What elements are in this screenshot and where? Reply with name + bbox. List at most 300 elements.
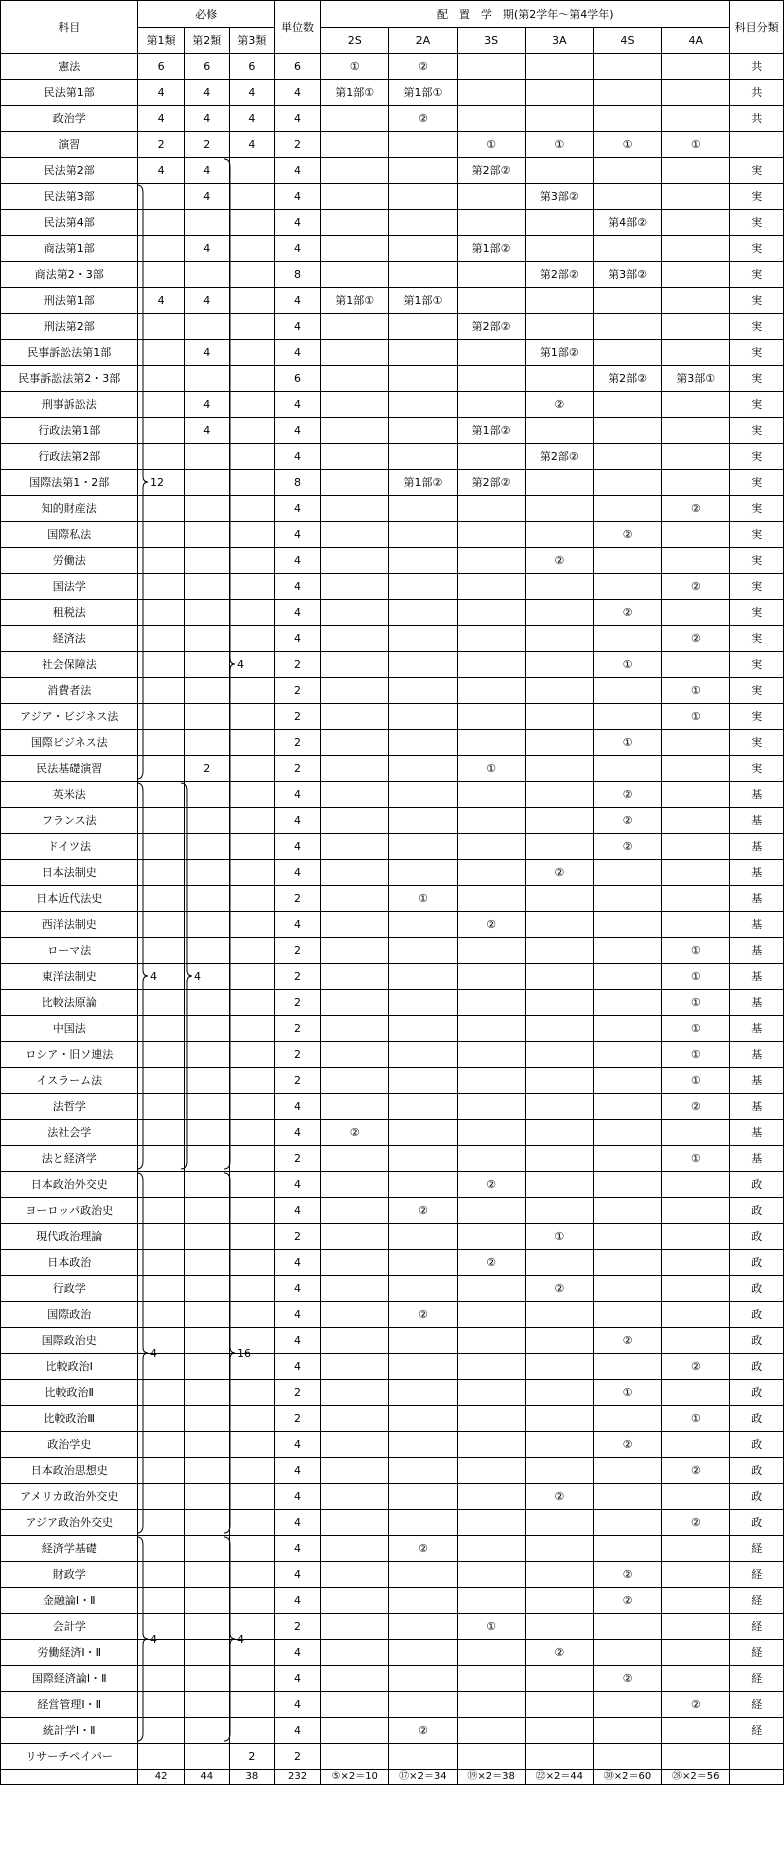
term-cell bbox=[525, 1146, 593, 1172]
term-cell bbox=[457, 1692, 525, 1718]
term-cell bbox=[389, 184, 457, 210]
term-cell bbox=[525, 678, 593, 704]
term-cell bbox=[593, 418, 661, 444]
required-type2 bbox=[184, 470, 229, 496]
term-cell: ① bbox=[662, 964, 730, 990]
table-row bbox=[1, 1432, 784, 1458]
term-cell bbox=[457, 990, 525, 1016]
units: 4 bbox=[274, 418, 320, 444]
term-cell bbox=[593, 704, 661, 730]
subject-name: 社会保障法 bbox=[1, 652, 138, 678]
required-type1 bbox=[138, 1042, 184, 1068]
required-type3 bbox=[229, 366, 274, 392]
term-cell bbox=[321, 1328, 389, 1354]
table-row bbox=[1, 184, 784, 210]
units: 2 bbox=[274, 1380, 320, 1406]
term-cell bbox=[593, 184, 661, 210]
term-cell bbox=[457, 366, 525, 392]
term-cell bbox=[389, 1276, 457, 1302]
category: 政 bbox=[730, 1302, 784, 1328]
subject-name: 行政法第2部 bbox=[1, 444, 138, 470]
subject-name: ローマ法 bbox=[1, 938, 138, 964]
required-type1 bbox=[138, 938, 184, 964]
subject-name: 民法第2部 bbox=[1, 158, 138, 184]
units: 2 bbox=[274, 704, 320, 730]
required-type2 bbox=[184, 834, 229, 860]
required-type2 bbox=[184, 548, 229, 574]
required-type3 bbox=[229, 1614, 274, 1640]
term-cell bbox=[525, 54, 593, 80]
term-cell bbox=[525, 522, 593, 548]
term-cell bbox=[525, 1588, 593, 1614]
table-row bbox=[1, 106, 784, 132]
required-type1 bbox=[138, 990, 184, 1016]
term-cell bbox=[389, 808, 457, 834]
term-cell bbox=[662, 730, 730, 756]
term-cell bbox=[662, 1744, 730, 1770]
term-cell bbox=[525, 808, 593, 834]
required-type1 bbox=[138, 1510, 184, 1536]
required-type3 bbox=[229, 704, 274, 730]
table-row bbox=[1, 1198, 784, 1224]
category bbox=[730, 132, 784, 158]
term-cell bbox=[662, 1484, 730, 1510]
category: 基 bbox=[730, 1068, 784, 1094]
required-type3 bbox=[229, 262, 274, 288]
term-cell bbox=[389, 1432, 457, 1458]
required-type2 bbox=[184, 652, 229, 678]
term-cell bbox=[457, 626, 525, 652]
category: 政 bbox=[730, 1380, 784, 1406]
table-row bbox=[1, 1718, 784, 1744]
table-row bbox=[1, 470, 784, 496]
required-type1: 4 bbox=[138, 158, 184, 184]
term-cell bbox=[389, 1614, 457, 1640]
required-type2 bbox=[184, 600, 229, 626]
subject-name: ロシア・旧ソ連法 bbox=[1, 1042, 138, 1068]
required-type1 bbox=[138, 1276, 184, 1302]
term-cell bbox=[593, 470, 661, 496]
term-cell bbox=[525, 912, 593, 938]
required-type2: 4 bbox=[184, 184, 229, 210]
term-cell bbox=[457, 730, 525, 756]
category: 実 bbox=[730, 210, 784, 236]
required-type3: 4 bbox=[229, 106, 274, 132]
term-cell bbox=[662, 314, 730, 340]
category: 経 bbox=[730, 1562, 784, 1588]
required-type2 bbox=[184, 1666, 229, 1692]
required-type3 bbox=[229, 1718, 274, 1744]
subject-name: 法と経済学 bbox=[1, 1146, 138, 1172]
term-cell bbox=[389, 522, 457, 548]
term-cell bbox=[321, 1172, 389, 1198]
term-cell bbox=[525, 756, 593, 782]
term-cell bbox=[662, 1198, 730, 1224]
term-cell: ② bbox=[662, 1692, 730, 1718]
term-cell: ① bbox=[662, 1146, 730, 1172]
required-type3 bbox=[229, 1042, 274, 1068]
term-cell bbox=[389, 1146, 457, 1172]
term-cell bbox=[525, 626, 593, 652]
term-cell bbox=[525, 886, 593, 912]
term-cell bbox=[389, 1588, 457, 1614]
term-cell bbox=[321, 314, 389, 340]
category: 経 bbox=[730, 1718, 784, 1744]
category: 実 bbox=[730, 392, 784, 418]
term-cell: ② bbox=[662, 1354, 730, 1380]
subject-name: 日本法制史 bbox=[1, 860, 138, 886]
term-cell bbox=[457, 834, 525, 860]
required-type1 bbox=[138, 600, 184, 626]
subject-name: 労働法 bbox=[1, 548, 138, 574]
required-type2 bbox=[184, 496, 229, 522]
term-cell bbox=[457, 678, 525, 704]
table-row bbox=[1, 1744, 784, 1770]
term-cell bbox=[389, 1120, 457, 1146]
term-cell bbox=[662, 158, 730, 184]
brace-type1-ki-label: 4 bbox=[150, 970, 157, 983]
term-cell bbox=[525, 1016, 593, 1042]
required-type1 bbox=[138, 1250, 184, 1276]
term-cell bbox=[593, 626, 661, 652]
required-type1 bbox=[138, 574, 184, 600]
units: 4 bbox=[274, 236, 320, 262]
term-cell: ② bbox=[457, 1250, 525, 1276]
term-cell bbox=[457, 522, 525, 548]
term-cell bbox=[389, 418, 457, 444]
required-type3: 6 bbox=[229, 54, 274, 80]
term-cell bbox=[389, 366, 457, 392]
term-cell bbox=[662, 210, 730, 236]
subject-name: 刑法第1部 bbox=[1, 288, 138, 314]
required-type3 bbox=[229, 1068, 274, 1094]
term-cell bbox=[525, 938, 593, 964]
term-cell bbox=[321, 1224, 389, 1250]
term-cell bbox=[457, 1484, 525, 1510]
term-cell bbox=[321, 1640, 389, 1666]
units: 4 bbox=[274, 600, 320, 626]
term-cell bbox=[593, 1276, 661, 1302]
term-cell bbox=[525, 1328, 593, 1354]
subject-name: 日本政治 bbox=[1, 1250, 138, 1276]
required-type3 bbox=[229, 1354, 274, 1380]
required-type2: 4 bbox=[184, 236, 229, 262]
term-cell bbox=[321, 704, 389, 730]
subject-name: 演習 bbox=[1, 132, 138, 158]
required-type3 bbox=[229, 470, 274, 496]
term-cell bbox=[525, 574, 593, 600]
table-row bbox=[1, 1380, 784, 1406]
term-cell bbox=[593, 392, 661, 418]
subject-name: 日本政治外交史 bbox=[1, 1172, 138, 1198]
required-type1 bbox=[138, 782, 184, 808]
subject-name: ドイツ法 bbox=[1, 834, 138, 860]
category: 基 bbox=[730, 1146, 784, 1172]
table-row bbox=[1, 1510, 784, 1536]
subject-name: 商法第1部 bbox=[1, 236, 138, 262]
term-cell: ① bbox=[321, 54, 389, 80]
term-cell bbox=[593, 314, 661, 340]
required-type2 bbox=[184, 1328, 229, 1354]
category: 政 bbox=[730, 1224, 784, 1250]
units: 2 bbox=[274, 938, 320, 964]
units: 4 bbox=[274, 496, 320, 522]
table-row bbox=[1, 1692, 784, 1718]
required-type1 bbox=[138, 1172, 184, 1198]
term-cell bbox=[457, 600, 525, 626]
category: 政 bbox=[730, 1484, 784, 1510]
category: 政 bbox=[730, 1406, 784, 1432]
category: 実 bbox=[730, 366, 784, 392]
required-type3 bbox=[229, 1666, 274, 1692]
units: 4 bbox=[274, 1302, 320, 1328]
subject-name: 国際私法 bbox=[1, 522, 138, 548]
required-type2 bbox=[184, 1458, 229, 1484]
units: 4 bbox=[274, 392, 320, 418]
required-type2 bbox=[184, 1484, 229, 1510]
required-type2: 4 bbox=[184, 80, 229, 106]
required-type2 bbox=[184, 1094, 229, 1120]
required-type3 bbox=[229, 652, 274, 678]
term-cell bbox=[389, 912, 457, 938]
required-type3 bbox=[229, 392, 274, 418]
subject-name: 行政学 bbox=[1, 1276, 138, 1302]
term-cell bbox=[593, 1250, 661, 1276]
term-cell bbox=[662, 1666, 730, 1692]
term-cell bbox=[593, 1640, 661, 1666]
units: 4 bbox=[274, 1458, 320, 1484]
term-cell: ① bbox=[662, 1016, 730, 1042]
category: 実 bbox=[730, 704, 784, 730]
term-cell bbox=[321, 1380, 389, 1406]
term-cell bbox=[321, 756, 389, 782]
table-row bbox=[1, 1250, 784, 1276]
term-cell: ② bbox=[525, 548, 593, 574]
term-cell bbox=[457, 262, 525, 288]
term-cell bbox=[457, 1666, 525, 1692]
category: 実 bbox=[730, 652, 784, 678]
subject-name: 現代政治理論 bbox=[1, 1224, 138, 1250]
units: 4 bbox=[274, 184, 320, 210]
term-cell: ② bbox=[525, 1484, 593, 1510]
required-type1 bbox=[138, 314, 184, 340]
required-type1 bbox=[138, 1224, 184, 1250]
term-cell bbox=[593, 1718, 661, 1744]
term-cell: ② bbox=[389, 1718, 457, 1744]
table-row bbox=[1, 314, 784, 340]
required-type3: 4 bbox=[229, 132, 274, 158]
subject-name: 比較政治Ⅰ bbox=[1, 1354, 138, 1380]
units: 4 bbox=[274, 1120, 320, 1146]
required-type2 bbox=[184, 444, 229, 470]
term-cell bbox=[457, 1588, 525, 1614]
units: 2 bbox=[274, 678, 320, 704]
header-term: 3A bbox=[525, 28, 593, 54]
term-cell bbox=[525, 1432, 593, 1458]
term-cell bbox=[321, 1510, 389, 1536]
required-type3 bbox=[229, 1224, 274, 1250]
units: 4 bbox=[274, 158, 320, 184]
required-type1 bbox=[138, 522, 184, 548]
subject-name: 金融論Ⅰ・Ⅱ bbox=[1, 1588, 138, 1614]
term-cell bbox=[321, 1718, 389, 1744]
term-cell bbox=[662, 54, 730, 80]
term-cell bbox=[321, 1458, 389, 1484]
required-type3 bbox=[229, 1458, 274, 1484]
term-cell bbox=[662, 1380, 730, 1406]
term-cell: 第2部② bbox=[457, 470, 525, 496]
term-cell: ① bbox=[457, 756, 525, 782]
table-row bbox=[1, 938, 784, 964]
term-cell bbox=[389, 704, 457, 730]
term-cell bbox=[457, 288, 525, 314]
table-row bbox=[1, 418, 784, 444]
term-cell bbox=[525, 1692, 593, 1718]
term-cell: ② bbox=[662, 496, 730, 522]
required-type2 bbox=[184, 990, 229, 1016]
term-total: ⑲×2＝38 bbox=[457, 1770, 525, 1785]
category: 基 bbox=[730, 938, 784, 964]
term-cell bbox=[321, 340, 389, 366]
units: 4 bbox=[274, 1276, 320, 1302]
term-cell bbox=[457, 652, 525, 678]
required-type2 bbox=[184, 808, 229, 834]
table-row bbox=[1, 288, 784, 314]
term-cell bbox=[321, 1354, 389, 1380]
term-cell: ② bbox=[389, 1536, 457, 1562]
required-type3 bbox=[229, 444, 274, 470]
term-cell bbox=[321, 522, 389, 548]
units: 4 bbox=[274, 1354, 320, 1380]
term-cell bbox=[389, 938, 457, 964]
term-cell bbox=[457, 808, 525, 834]
required-type3 bbox=[229, 288, 274, 314]
required-type2 bbox=[184, 1172, 229, 1198]
term-cell bbox=[525, 496, 593, 522]
header-required: 必修 bbox=[138, 1, 274, 28]
required-type3 bbox=[229, 626, 274, 652]
required-type2 bbox=[184, 210, 229, 236]
term-cell bbox=[662, 1640, 730, 1666]
required-type2 bbox=[184, 1302, 229, 1328]
term-cell: ① bbox=[457, 1614, 525, 1640]
category: 実 bbox=[730, 730, 784, 756]
table-row bbox=[1, 1536, 784, 1562]
required-type3 bbox=[229, 1172, 274, 1198]
required-type2 bbox=[184, 1042, 229, 1068]
subject-name: 経済学基礎 bbox=[1, 1536, 138, 1562]
category: 実 bbox=[730, 288, 784, 314]
units: 2 bbox=[274, 886, 320, 912]
table-row bbox=[1, 1302, 784, 1328]
term-cell bbox=[457, 548, 525, 574]
total-r3: 38 bbox=[229, 1770, 274, 1785]
table-row bbox=[1, 548, 784, 574]
term-cell bbox=[457, 1718, 525, 1744]
units: 4 bbox=[274, 1172, 320, 1198]
header-term: 4S bbox=[593, 28, 661, 54]
table-row bbox=[1, 1224, 784, 1250]
term-cell bbox=[662, 834, 730, 860]
header-units: 単位数 bbox=[274, 1, 320, 54]
table-row bbox=[1, 730, 784, 756]
term-cell bbox=[321, 1016, 389, 1042]
required-type1 bbox=[138, 1692, 184, 1718]
required-type3 bbox=[229, 210, 274, 236]
term-cell bbox=[389, 444, 457, 470]
required-type2 bbox=[184, 1146, 229, 1172]
term-cell bbox=[321, 938, 389, 964]
required-type3 bbox=[229, 1380, 274, 1406]
table-row bbox=[1, 54, 784, 80]
term-cell: ② bbox=[389, 1198, 457, 1224]
required-type1 bbox=[138, 1718, 184, 1744]
term-cell bbox=[457, 964, 525, 990]
term-cell bbox=[525, 1250, 593, 1276]
required-type3 bbox=[229, 574, 274, 600]
table-row bbox=[1, 860, 784, 886]
required-type1 bbox=[138, 704, 184, 730]
term-cell bbox=[525, 1718, 593, 1744]
units: 4 bbox=[274, 548, 320, 574]
category: 政 bbox=[730, 1458, 784, 1484]
required-type1 bbox=[138, 1068, 184, 1094]
category: 基 bbox=[730, 808, 784, 834]
required-type3 bbox=[229, 1510, 274, 1536]
term-cell bbox=[525, 1120, 593, 1146]
units: 2 bbox=[274, 990, 320, 1016]
term-cell bbox=[389, 730, 457, 756]
term-cell: ② bbox=[593, 834, 661, 860]
term-cell bbox=[525, 106, 593, 132]
term-cell: ① bbox=[662, 938, 730, 964]
term-cell bbox=[457, 1536, 525, 1562]
term-cell bbox=[389, 1250, 457, 1276]
term-cell bbox=[525, 288, 593, 314]
term-cell bbox=[593, 1198, 661, 1224]
units: 4 bbox=[274, 574, 320, 600]
required-type2 bbox=[184, 1198, 229, 1224]
subject-name: 英米法 bbox=[1, 782, 138, 808]
term-cell bbox=[593, 1146, 661, 1172]
required-type3 bbox=[229, 782, 274, 808]
units: 4 bbox=[274, 834, 320, 860]
units: 4 bbox=[274, 1432, 320, 1458]
term-cell bbox=[389, 158, 457, 184]
table-row bbox=[1, 912, 784, 938]
category: 基 bbox=[730, 1042, 784, 1068]
units: 2 bbox=[274, 964, 320, 990]
table-row bbox=[1, 808, 784, 834]
term-cell bbox=[321, 1614, 389, 1640]
term-cell bbox=[593, 1094, 661, 1120]
units: 6 bbox=[274, 54, 320, 80]
term-cell bbox=[321, 392, 389, 418]
term-cell bbox=[321, 730, 389, 756]
term-cell bbox=[662, 340, 730, 366]
term-cell bbox=[389, 496, 457, 522]
term-cell bbox=[457, 1094, 525, 1120]
term-cell: ① bbox=[525, 132, 593, 158]
units: 2 bbox=[274, 1016, 320, 1042]
term-cell bbox=[593, 288, 661, 314]
subject-name: 民法第4部 bbox=[1, 210, 138, 236]
term-cell bbox=[593, 1536, 661, 1562]
term-cell bbox=[389, 1484, 457, 1510]
units: 2 bbox=[274, 756, 320, 782]
required-type2 bbox=[184, 1016, 229, 1042]
term-cell: ② bbox=[662, 1094, 730, 1120]
